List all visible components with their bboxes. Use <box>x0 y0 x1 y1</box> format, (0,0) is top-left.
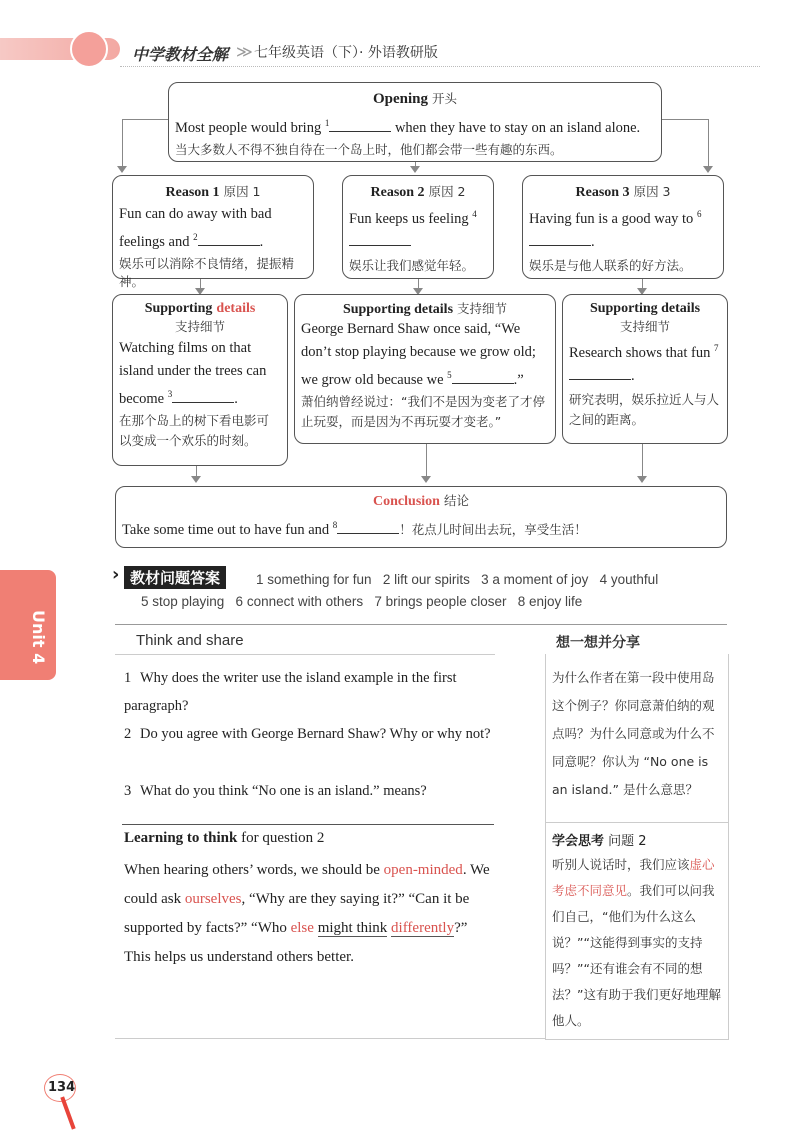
opening-title-cn: 开头 <box>432 91 458 106</box>
details-1-title-cn: 支持细节 <box>174 319 225 334</box>
arrow-d2-c <box>426 444 427 478</box>
blank-number-4: 4 <box>472 209 477 219</box>
learning-title-rest: for question 2 <box>241 830 325 846</box>
question-3 <box>124 777 494 805</box>
details-2-text-end: .” <box>513 371 524 388</box>
arrow-d3-c <box>642 444 643 478</box>
details-3-cn: 研究表明，娱乐拉近人与人之间的距离。 <box>569 391 720 427</box>
learning-red-4: differently <box>391 920 455 936</box>
details-1-box: Supporting details 支持细节 Watching films on that island under the trees can become $^3$ . 在那个岛上的树下看电影可以变成一个欢乐的时刻。 <box>112 294 288 466</box>
conclusion-title: Conclusion <box>373 494 440 509</box>
blank-number-1: 1 <box>324 118 330 128</box>
reason-3-title: Reason 3 <box>575 185 630 200</box>
conclusion-title-cn: 结论 <box>443 493 469 508</box>
reason-1-title-cn: 原因 1 <box>223 184 261 199</box>
arrowhead-d3-c <box>637 476 647 483</box>
learning-title-bold: Learning to think <box>124 830 238 846</box>
arrowhead-middle <box>410 166 420 173</box>
blank-3[interactable] <box>172 390 234 403</box>
blank-8[interactable] <box>337 521 399 534</box>
learning-p5: ?” This helps us understand others better. <box>124 920 468 965</box>
blank-1[interactable] <box>329 119 391 132</box>
blank-number-2: 2 <box>193 232 198 242</box>
reason-2-title: Reason 2 <box>370 185 425 200</box>
page-number: 134 <box>48 1080 76 1095</box>
arrowhead-d1-c <box>191 476 201 483</box>
learning-divider <box>122 824 494 825</box>
think-title: Think and share <box>136 632 244 649</box>
question-2-num: 2 <box>124 726 132 742</box>
details-1-text: Watching films on that island under the trees can become <box>119 340 267 407</box>
header-divider <box>120 66 760 67</box>
learning-p1: When hearing others’ words, we should be <box>124 862 380 878</box>
reason-1-text: Fun can do away with bad feelings and <box>119 206 272 250</box>
question-2 <box>124 720 494 748</box>
details-3-title-cn: 支持细节 <box>619 319 670 334</box>
learning-title <box>124 830 324 847</box>
details-2-text: George Bernard Shaw once said, “We don’t stop playing because we grow old; we grow old because we <box>301 321 536 388</box>
details-3-box: Supporting details 支持细节 Research shows that fun $^7$. 研究表明，娱乐拉近人与人之间的距离。 <box>562 294 728 444</box>
learning-p2: . We could ask <box>124 862 490 907</box>
reason-2-cn: 娱乐让我们感觉年轻。 <box>349 257 475 273</box>
opening-text-end: when they have to stay on an island alone. <box>394 119 641 136</box>
learning-red-2: ourselves <box>184 891 242 907</box>
details-1-cn: 在那个岛上的树下看电影可以变成一个欢乐的时刻。 <box>119 412 270 448</box>
blank-2[interactable] <box>198 233 260 246</box>
bottom-divider <box>115 1038 545 1039</box>
learning-red-1: open-minded <box>383 862 463 878</box>
question-1-num: 1 <box>124 670 132 686</box>
reason-3-title-cn: 原因 3 <box>633 184 671 199</box>
answers-label: 教材问题答案 <box>124 566 226 589</box>
details-2-cn: 萧伯纳曾经说过：“我们不是因为变老了才停止玩耍，而是因为不再玩耍才变老。” <box>301 393 545 429</box>
blank-4[interactable] <box>349 233 411 246</box>
header-logo-icon <box>70 30 108 68</box>
reason-1-cn: 娱乐可以消除不良情绪，提振精神。 <box>119 255 295 289</box>
arrowhead-right <box>703 166 713 173</box>
conclusion-cn: ！花点儿时间出去玩，享受生活！ <box>399 521 587 537</box>
details-3-text: Research shows that fun <box>569 344 711 361</box>
connector-right <box>662 119 708 120</box>
learning-cn-title-rest: 问题 2 <box>608 834 647 849</box>
answers-line-2: 5 stop playing 6 connect with others 7 brings people closer 8 enjoy life <box>141 594 583 609</box>
question-3-text: What do you think “No one is an island.” means? <box>140 783 427 799</box>
section-divider <box>115 624 727 625</box>
blank-5[interactable] <box>452 371 514 384</box>
learning-p4: might think <box>317 920 388 936</box>
answers-arrow-icon: › <box>112 564 120 585</box>
learning-cn-post: 。我们可以问我们自己，“他们为什么这么说？”“这能得到事实的支持吗？”“还有谁会有不同的想法？”这有助于我们更好地理解他人。 <box>552 883 721 1028</box>
reason-2-box <box>342 175 494 279</box>
learning-paragraph <box>124 856 496 972</box>
reason-1-box: Reason 1 原因 1 Fun can do away with bad feelings and $^2$ . 娱乐可以消除不良情绪，提振精神。 <box>112 175 314 279</box>
think-cn: 为什么作者在第一段中使用岛这个例子？你同意萧伯纳的观点吗？为什么同意或为什么不同意呢？你认为 “No one is an island.” 是什么意思？ <box>552 670 715 797</box>
page-number-accent <box>60 1096 75 1129</box>
learning-cn-pre: 听别人说话时，我们应该 <box>552 857 690 872</box>
details-2-title: Supporting details <box>342 302 454 317</box>
details-2-box <box>294 294 556 444</box>
blank-number-5: 5 <box>447 370 452 380</box>
header-separator: ≫ <box>236 42 253 61</box>
question-1 <box>124 664 494 720</box>
blank-number-7: 7 <box>713 343 719 353</box>
learning-cn-title-bold: 学会思考 <box>552 834 605 849</box>
connector-right-down <box>708 119 709 167</box>
reason-2-text: Fun keeps us feeling <box>349 210 469 227</box>
unit-side-tab-label: Unit 4 <box>29 610 48 665</box>
learning-p3: , “Why are they saying it?” “Can it be supported by facts?” “Who <box>124 891 470 936</box>
think-title-cn: 想一想并分享 <box>556 635 640 651</box>
details-2-title-cn: 支持细节 <box>457 301 508 316</box>
conclusion-text: Take some time out to have fun and <box>122 521 330 538</box>
reason-2-title-cn: 原因 2 <box>428 184 466 199</box>
arrowhead-left <box>117 166 127 173</box>
header-book-title: 中学教材全解 <box>132 45 229 64</box>
blank-number-8: 8 <box>332 520 338 530</box>
learning-cn-red: 虚心考虑不同意见 <box>552 857 715 898</box>
learning-cn-title <box>552 830 647 849</box>
question-3-num: 3 <box>124 783 132 799</box>
details-3-title: Supporting details <box>589 301 701 316</box>
blank-7[interactable] <box>569 367 631 380</box>
opening-cn: 当大多数人不得不独自待在一个岛上时，他们都会带一些有趣的东西。 <box>175 141 563 157</box>
blank-number-6: 6 <box>696 209 702 219</box>
blank-6[interactable] <box>529 233 591 246</box>
learning-cn <box>552 852 722 1034</box>
learning-red-3: else <box>290 920 314 936</box>
connector-left-down <box>122 119 123 167</box>
connector-left <box>122 119 168 120</box>
arrowhead-d2-c <box>421 476 431 483</box>
reason-1-title: Reason 1 <box>165 185 220 200</box>
reason-3-cn: 娱乐是与他人联系的好方法。 <box>529 257 692 273</box>
details-1-title: Supporting <box>144 301 213 316</box>
blank-number-3: 3 <box>167 389 173 399</box>
details-1-title-red: details <box>216 301 256 316</box>
reason-3-box: Reason 3 原因 3 Having fun is a good way to $^6$. 娱乐是与他人联系的好方法。 <box>522 175 724 279</box>
question-2-text: Do you agree with George Bernard Shaw? Why or why not? <box>140 726 491 742</box>
header-subtitle: 七年级英语（下）· 外语教研版 <box>254 45 438 61</box>
reason-3-text: Having fun is a good way to <box>529 210 694 227</box>
opening-text: Most people would bring <box>175 119 322 136</box>
opening-title: Opening <box>372 91 428 107</box>
opening-box <box>168 82 662 162</box>
conclusion-box <box>115 486 727 548</box>
answers-line-1: 1 something for fun 2 lift our spirits 3 a moment of joy 4 youthful <box>256 572 659 587</box>
question-1-text: Why does the writer use the island example in the first paragraph? <box>124 670 457 714</box>
